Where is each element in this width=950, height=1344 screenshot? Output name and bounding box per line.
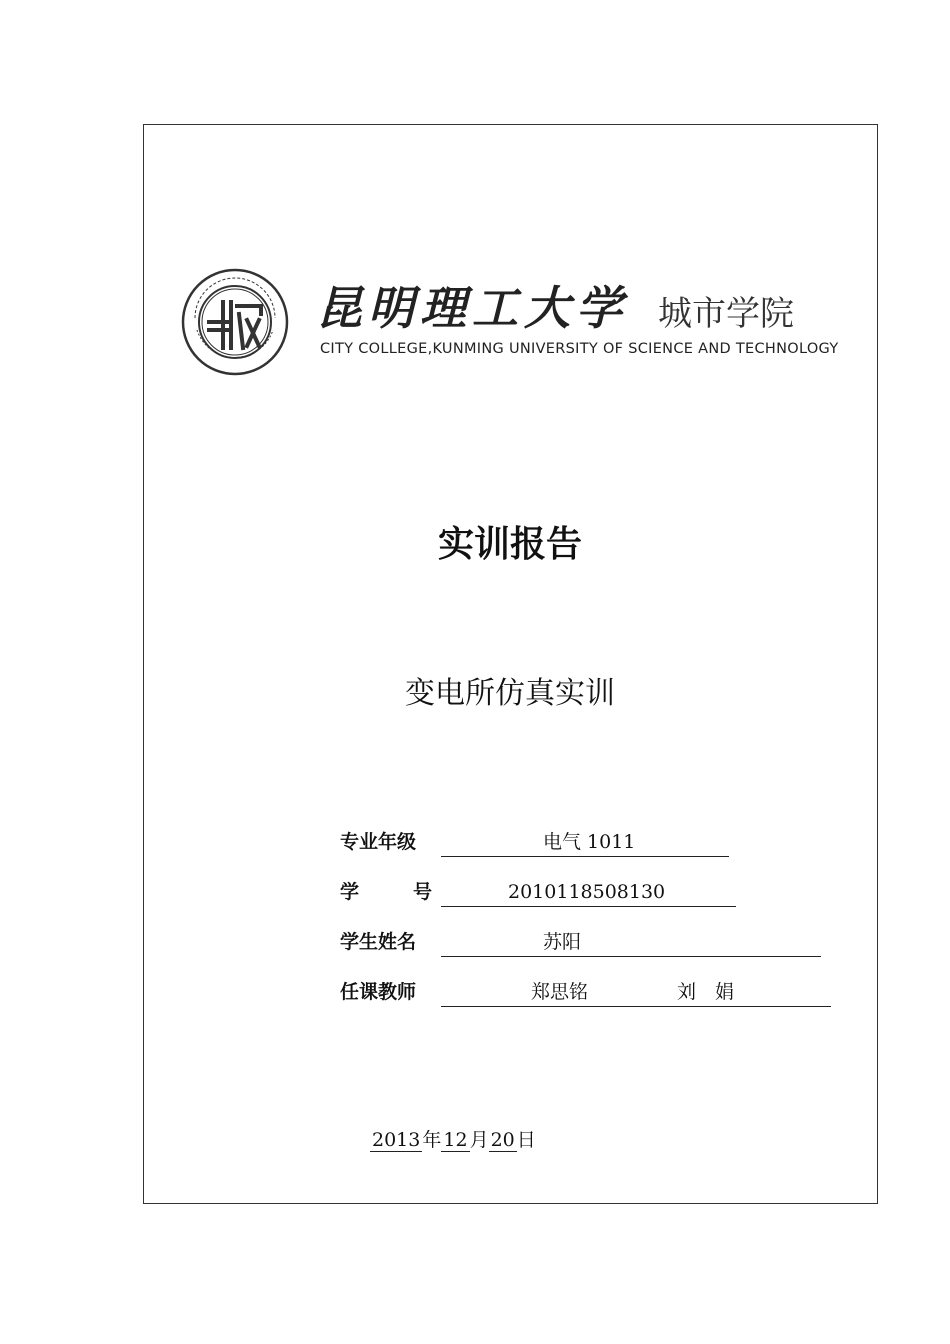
teacher-field: [441, 978, 831, 1007]
report-subtitle: 变电所仿真实训: [405, 676, 615, 711]
teacher-1-value: 郑思铭: [531, 981, 589, 1003]
school-name-english: CITY COLLEGE,KUNMING UNIVERSITY OF SCIENCE AND TECHNOLOGY: [320, 341, 839, 357]
date-month-unit: 月: [469, 1129, 489, 1151]
date-month: 12: [443, 1129, 468, 1151]
student-id-label-char-2: 号: [412, 881, 432, 903]
major-value: 电气 1011: [543, 831, 636, 853]
student-name-label: 学生姓名: [340, 931, 417, 953]
major-field: [441, 828, 729, 857]
report-title: 实训报告: [437, 524, 582, 565]
report-date: [370, 1126, 536, 1154]
student-id-label: [340, 878, 432, 906]
student-name-field: [441, 928, 821, 957]
student-id-field: [441, 878, 736, 907]
date-year-unit: 年: [422, 1129, 442, 1151]
student-name-value: 苏阳: [543, 931, 582, 953]
teacher-2-value: 刘 娟: [677, 981, 735, 1003]
date-year: 2013: [372, 1129, 421, 1151]
date-day: 20: [490, 1129, 515, 1151]
university-seal-logo: [181, 268, 289, 376]
student-id-label-char-1: 学: [340, 881, 360, 903]
student-id-value: 2010118508130: [508, 881, 666, 903]
date-day-unit: 日: [516, 1129, 536, 1151]
teacher-label: 任课教师: [340, 981, 417, 1003]
college-name-chinese: 城市学院: [658, 294, 794, 334]
major-label: 专业年级: [340, 831, 417, 853]
school-name-chinese: 昆明理工大学: [316, 281, 628, 335]
